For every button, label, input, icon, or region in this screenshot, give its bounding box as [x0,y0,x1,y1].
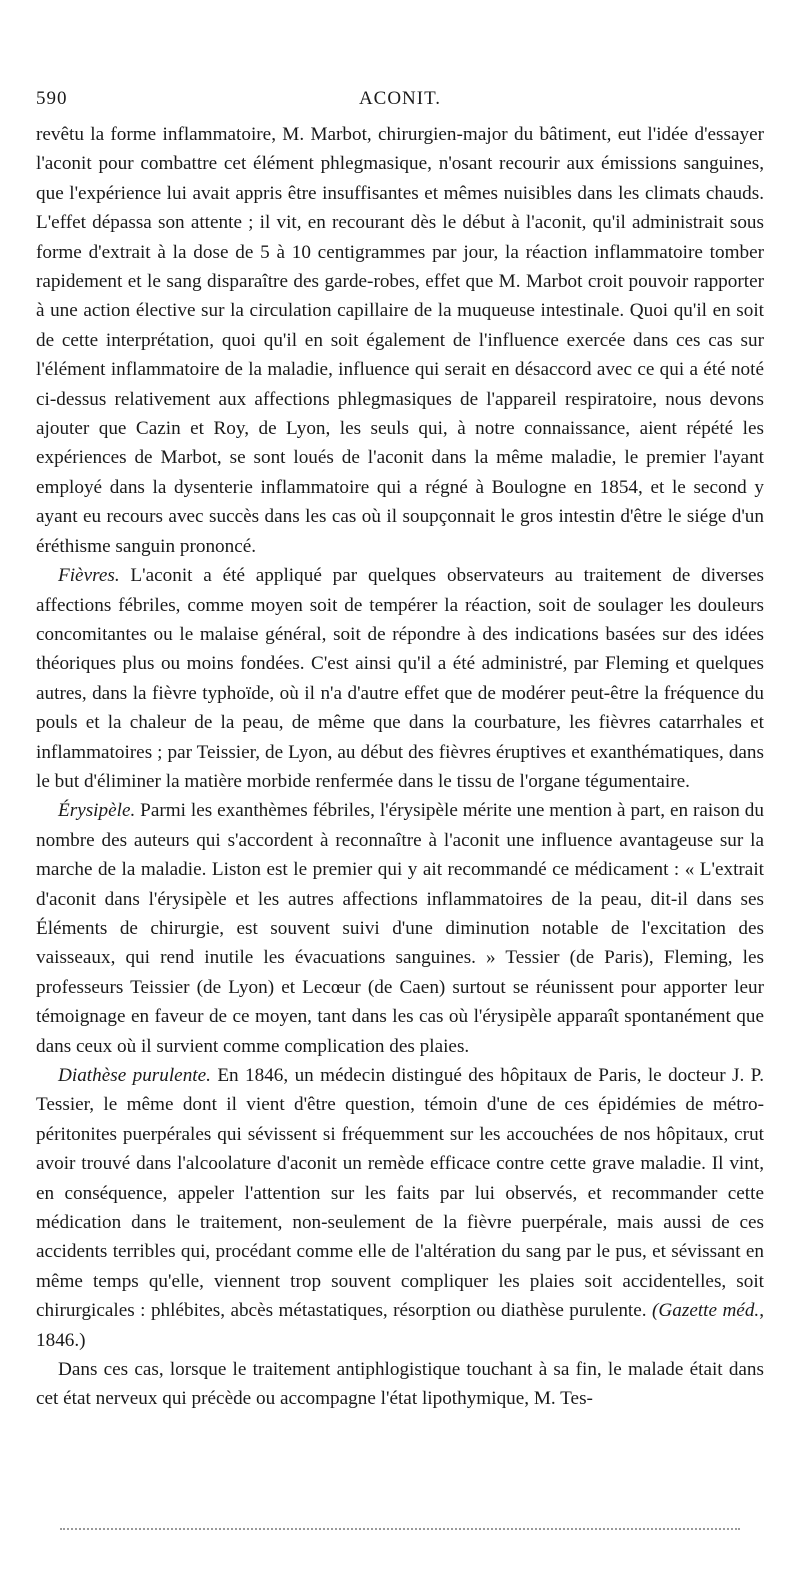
paragraph-text: L'aconit a été appliqué par quelques observateurs au traitement de diverses affections fébriles, comme moyen soit de tempérer la réaction, soit de soulager les douleurs concomitantes ou le malaise général, soit de répondre à des indications basées sur des idées théoriques plus ou moins fondées. C'est ainsi qu'il a été administré, par Fleming et quelques autres, dans la fièvre typhoïde, où il n'a d'autre effet que de modérer peut-être la fréquence du pouls et la chaleur de la peau, de même que dans la courbature, les fièvres catarrhales et inflammatoires ; par Teissier, de Lyon, au début des fièvres éruptives et exanthématiques, dans le but d'éliminer la matière morbide renfermée dans le tissu de l'organe tégumentaire. [36,565,764,792]
section-heading-erysipele: Érysipèle. [58,800,136,822]
paragraph-text: Parmi les exanthèmes fébriles, l'érysipèle mérite une mention à part, en raison du nombre des auteurs qui s'accordent à reconnaître à l'aconit une influence avantageuse sur la marche de la maladie. Liston est le premier qui y ait recommandé ce médicament : « L'extrait d'aconit dans l'érysipèle et les autres affections inflammatoires de la peau, dit-il dans ses Éléments de chirurgie, est souvent suivi d'une diminution notable de l'excitation des vaisseaux, qui rend inutile les évacuations sanguines. » Tessier (de Paris), Fleming, les professeurs Teissier (de Lyon) et Lecœur (de Caen) surtout se réunissent pour apporter leur témoignage en faveur de ce moyen, tant dans les cas où l'érysipèle apparaît spontanément que dans ceux où il survient comme complication des plaies. [36,800,764,1057]
page-number: 590 [36,88,68,109]
paragraph-text: En 1846, un médecin distingué des hôpitaux de Paris, le docteur J. P. Tessier, le même dont il vient d'être question, témoin d'une de ces épidémies de métro-péritonites puerpérales qui sévissent si fréquemment sur les accouchées de nos hôpitaux, crut avoir trouvé dans l'alcoolature d'aconit un remède efficace contre cette grave maladie. Il vint, en conséquence, appeler l'attention sur les faits par lui observés, et recommander cette médication dans le traitement, non-seulement de la fièvre puerpérale, mais aussi de ces accidents terribles qui, procédant comme elle de l'altération du sang par le pus, et sévissant en même temps qu'elle, viennent trop souvent compliquer les plaies soit accidentelles, soit chirurgicales : phlébites, abcès métastatiques, résorption ou diathèse purulente. [36,1065,764,1322]
paragraph-text: Dans ces cas, lorsque le traitement antiphlogistique touchant à sa fin, le malade était dans cet état nerveux qui précède ou accompagne l'état lipothymique, M. Tes- [36,1359,764,1410]
paragraph-diathese [36,1061,764,1355]
paragraph-final [36,1355,764,1414]
footer-dotted-rule [60,1528,740,1530]
page-header [36,88,764,118]
paragraph-erysipele [36,796,764,1061]
section-heading-fievres: Fièvres. [58,565,120,587]
citation-tail: , 1846.) [36,1300,765,1351]
running-title: ACONIT. [358,88,442,109]
paragraph-continuation [36,120,764,561]
paragraph-fievres [36,561,764,796]
body-text [36,120,764,1414]
citation-source: (Gazette méd. [652,1300,760,1322]
section-heading-diathese: Diathèse purulente. [58,1065,211,1086]
paragraph-text: revêtu la forme inflammatoire, M. Marbot, chirurgien-major du bâtiment, eut l'idée d'essayer l'aconit pour combattre cet élément phlegmasique, n'osant recourir aux émissions sanguines, que l'expérience lui avait appris être insuffisantes et mêmes nuisibles dans les climats chauds. L'effet dépassa son attente ; il vit, en recourant dès le début à l'aconit, qu'il administrait sous forme d'extrait à la dose de 5 à 10 centigrammes par jour, la réaction inflammatoire tomber rapidement et le sang disparaître des garde-robes, effet que M. Marbot croit pouvoir rapporter à une action élective sur la circulation capillaire de la muqueuse intestinale. Quoi qu'il en soit de cette interprétation, quoi qu'il en soit également de l'influence exercée dans ces cas sur l'élément inflammatoire de la maladie, influence qui serait en désaccord avec ce qui a été noté ci-dessus relativement aux affections phlegmasiques de l'appareil respiratoire, nous devons ajouter que Cazin et Roy, de Lyon, les seuls qui, à notre connaissance, aient répété les expériences de Marbot, se sont loués de l'aconit dans la même maladie, le premier l'ayant employé dans la dysenterie inflammatoire qui a régné à Boulogne en 1854, et le second y ayant eu recours avec succès dans les cas où il soupçonnait le gros intestin d'être le siége d'un éréthisme sanguin prononcé. [36,124,764,557]
